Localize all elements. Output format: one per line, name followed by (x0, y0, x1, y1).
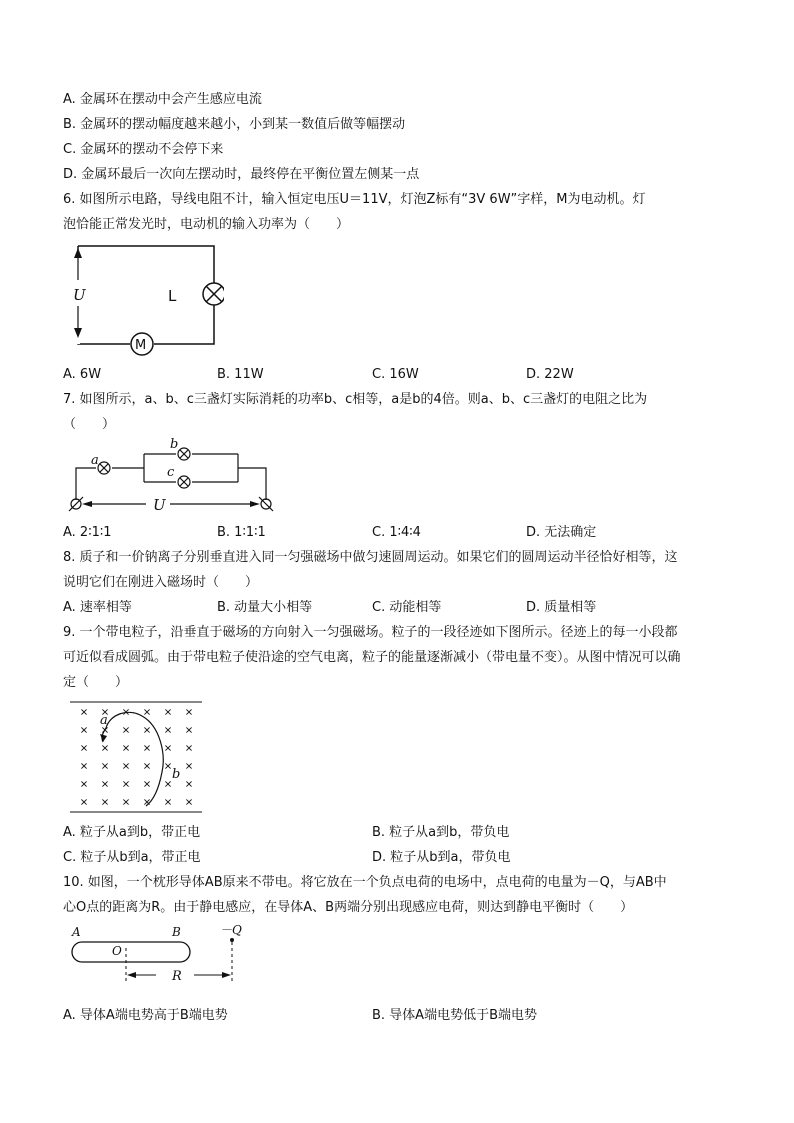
q8-option-d: D. 质量相等 (526, 600, 597, 615)
q6-option-a: A. 6W (63, 367, 102, 382)
q8-stem-line1: 8. 质子和一价钠离子分别垂直进入同一匀强磁场中做匀速圆周运动。如果它们的圆周运动半径恰好相等，这 (63, 550, 678, 565)
q6-option-d: D. 22W (526, 367, 574, 382)
q9-option-b: B. 粒子从a到b，带负电 (372, 825, 510, 840)
q6-label-l: L (168, 287, 177, 305)
q7-option-a: A. 2∶1∶1 (63, 525, 112, 540)
q6-option-c: C. 16W (372, 367, 419, 382)
q7-option-d: D. 无法确定 (526, 525, 597, 540)
q8-stem-line2: 说明它们在刚进入磁场时（ ） (63, 575, 259, 590)
q10-label-q: －Q (220, 923, 242, 937)
q7-option-c: C. 1∶4∶4 (372, 525, 421, 540)
q9-label-a: a (100, 713, 108, 728)
q8-option-a: A. 速率相等 (63, 600, 132, 615)
q5-option-c: C. 金属环的摆动不会停下来 (63, 142, 224, 157)
q7-label-u: U (153, 496, 166, 514)
q10-stem-line1: 10. 如图，一个枕形导体AB原来不带电。将它放在一个负点电荷的电场中，点电荷的电量为－Q，与AB中 (63, 875, 667, 890)
q9-label-b: b (172, 767, 181, 782)
q6-label-u: U (73, 286, 86, 304)
q6-option-b: B. 11W (217, 367, 264, 382)
q5-option-b: B. 金属环的摆动幅度越来越小，小到某一数值后做等幅摆动 (63, 117, 406, 132)
q6-stem-line2: 泡恰能正常发光时，电动机的输入功率为（ ） (63, 217, 350, 232)
q6-stem-line1: 6. 如图所示电路，导线电阻不计，输入恒定电压U＝11V，灯泡Z标有“3V 6W”字样，M为电动机。灯 (63, 192, 646, 207)
q8-option-b: B. 动量大小相等 (217, 600, 313, 615)
q10-stem-line2: 心O点的距离为R。由于静电感应，在导体A、B两端分别出现感应电荷，则达到静电平衡时（ ） (63, 900, 634, 915)
q7-label-a: a (91, 453, 99, 468)
q9-option-c: C. 粒子从b到a，带正电 (63, 850, 201, 865)
q8-option-c: C. 动能相等 (372, 600, 442, 615)
field-cross-marks (81, 709, 191, 804)
q5-option-d: D. 金属环最后一次向左摆动时，最终停在平衡位置左侧某一点 (63, 167, 420, 182)
q9-magnetic-field-figure (66, 698, 206, 816)
q10-label-r: R (172, 969, 182, 984)
q6-label-m: M (135, 338, 147, 353)
q10-label-b: B (172, 925, 181, 939)
q7-option-b: B. 1∶1∶1 (217, 525, 266, 540)
q10-conductor-figure (66, 922, 256, 998)
q7-label-c: c (167, 465, 175, 480)
q10-option-b: B. 导体A端电势低于B端电势 (372, 1008, 537, 1023)
q9-option-d: D. 粒子从b到a，带负电 (372, 850, 511, 865)
q9-stem-line1: 9. 一个带电粒子，沿垂直于磁场的方向射入一匀强磁场。粒子的一段径迹如下图所示。径迹上的每一小段都 (63, 625, 678, 640)
q10-label-o: O (112, 944, 122, 958)
q7-stem-line2: （ ） (63, 417, 116, 432)
q9-option-a: A. 粒子从a到b，带正电 (63, 825, 201, 840)
q7-stem-line1: 7. 如图所示，a、b、c三盏灯实际消耗的功率b、c相等，a是b的4倍。则a、b、c三盏灯的电阻之比为 (63, 392, 648, 407)
q5-option-a: A. 金属环在摆动中会产生感应电流 (63, 92, 262, 107)
q6-circuit-figure (64, 240, 224, 360)
q10-label-a: A (72, 925, 81, 939)
q7-circuit-figure (66, 436, 286, 518)
q9-stem-line3: 定（ ） (63, 675, 129, 690)
q10-option-a: A. 导体A端电势高于B端电势 (63, 1008, 228, 1023)
q7-label-b: b (170, 437, 179, 452)
q9-stem-line2: 可近似看成圆弧。由于带电粒子使沿途的空气电离，粒子的能量逐渐减小（带电量不变）。从图中情况可以确 (63, 650, 681, 665)
